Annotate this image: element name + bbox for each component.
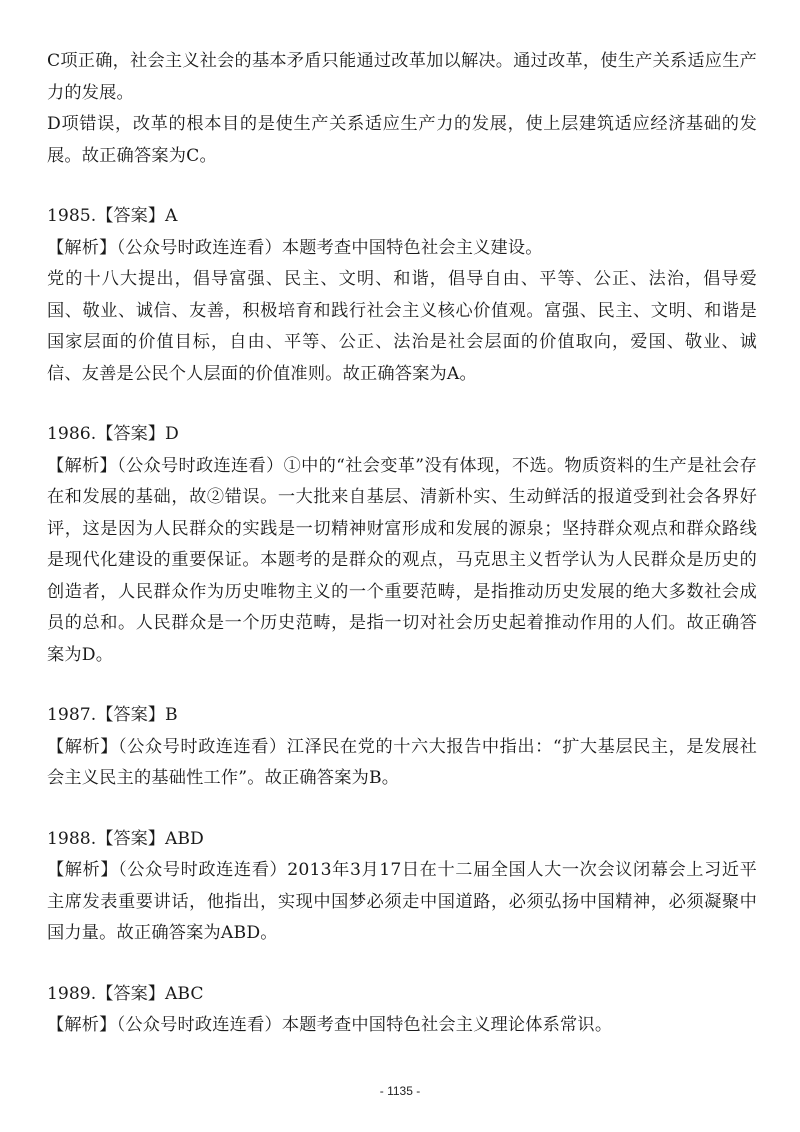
answer-tag: 【答案】: [96, 424, 165, 444]
document-page: [47, 46, 757, 1042]
answer-tag: 【答案】: [96, 705, 165, 725]
intro-paragraph-d: D项错误，改革的根本目的是使生产关系适应生产力的发展，使上层建筑适应经济基础的发展。故正确答案为C。: [47, 114, 757, 166]
answer-value: D: [164, 424, 179, 444]
analysis-text: ①中的“社会变革”没有体现，不选。物质资料的生产是社会存在和发展的基础，故②错误。一大批来自基层、清新朴实、生动鲜活的报道受到社会各界好评，这是因为人民群众的实践是一切精神财富形成和发展的源泉；坚持群众观点和群众路线是现代化建设的重要保证。本题考的是群众的观点，马克思主义哲学认为人民群众是历史的创造者，人民群众作为历史唯物主义的一个重要范畴，是指推动历史发展的绝大多数社会成员的总和。人民群众是一个历史范畴，是指一切对社会历史起着推动作用的人们。故正确答案为D。: [47, 455, 757, 665]
question-number: 1989.: [47, 983, 97, 1004]
question-number: 1986.: [47, 424, 97, 444]
source-note: （公众号时政连连看）: [118, 860, 288, 880]
intro-paragraph-c: C项正确，社会主义社会的基本矛盾只能通过改革加以解决。通过改革，使生产关系适应生产力的发展。: [47, 51, 757, 103]
answer-line: [47, 824, 757, 856]
question-1988: [47, 824, 757, 950]
answer-value: ABD: [164, 828, 204, 849]
answer-line: [47, 979, 757, 1011]
answer-value: B: [164, 705, 178, 725]
analysis-tag: 【解析】: [47, 1015, 117, 1035]
question-1985: [47, 201, 757, 390]
analysis-tag: 【解析】: [47, 736, 118, 757]
question-number: 1988.: [47, 828, 97, 849]
source-note: （公众号时政连连看）: [117, 455, 284, 476]
analysis-text: 本题考查中国特色社会主义建设。: [281, 237, 543, 258]
analysis-text: 2013年3月17日在十二届全国人大一次会议闭幕会上习近平主席发表重要讲话，他指出，实现中国梦必须走中国道路，必须弘扬中国精神，必须凝聚中国力量。故正确答案为ABD。: [47, 860, 757, 943]
question-number: 1985.: [47, 206, 97, 226]
analysis-line: [47, 233, 757, 265]
analysis-extra: 党的十八大提出，倡导富强、民主、文明、和谐，倡导自由、平等、公正、法治，倡导爱国、敬业、诚信、友善，积极培育和践行社会主义核心价值观。富强、民主、文明、和谐是国家层面的价值目标，自由、平等、公正、法治是社会层面的价值取向，爱国、敬业、诚信、友善是公民个人层面的价值准则。故正确答案为A。: [47, 269, 757, 384]
source-note: （公众号时政连连看）: [117, 736, 287, 757]
question-1989: [47, 979, 757, 1042]
analysis-tag: 【解析】: [47, 237, 117, 258]
analysis-line: [47, 732, 757, 795]
question-number: 1987.: [47, 705, 97, 725]
source-note: （公众号时政连连看）: [116, 237, 282, 258]
page-number: - 1135 -: [379, 1084, 421, 1098]
analysis-line: [47, 855, 757, 950]
question-1987: [47, 700, 757, 795]
analysis-tag: 【解析】: [47, 860, 119, 880]
analysis-line: [47, 451, 757, 672]
answer-tag: 【答案】: [96, 828, 165, 849]
answer-line: [47, 700, 757, 732]
analysis-tag: 【解析】: [47, 455, 118, 476]
answer-line: [47, 419, 757, 451]
analysis-text: 本题考查中国特色社会主义理论体系常识。: [281, 1015, 613, 1035]
source-note: （公众号时政连连看）: [116, 1015, 282, 1035]
answer-value: A: [164, 206, 178, 226]
answer-tag: 【答案】: [96, 983, 165, 1004]
answer-tag: 【答案】: [96, 206, 165, 226]
question-1986: [47, 419, 757, 671]
answer-line: [47, 201, 757, 233]
analysis-line: [47, 1010, 757, 1042]
answer-value: ABC: [164, 983, 204, 1004]
analysis-text: 江泽民在党的十六大报告中指出：“扩大基层民主，是发展社会主义民主的基础性工作”。故正确答案为B。: [47, 736, 757, 788]
